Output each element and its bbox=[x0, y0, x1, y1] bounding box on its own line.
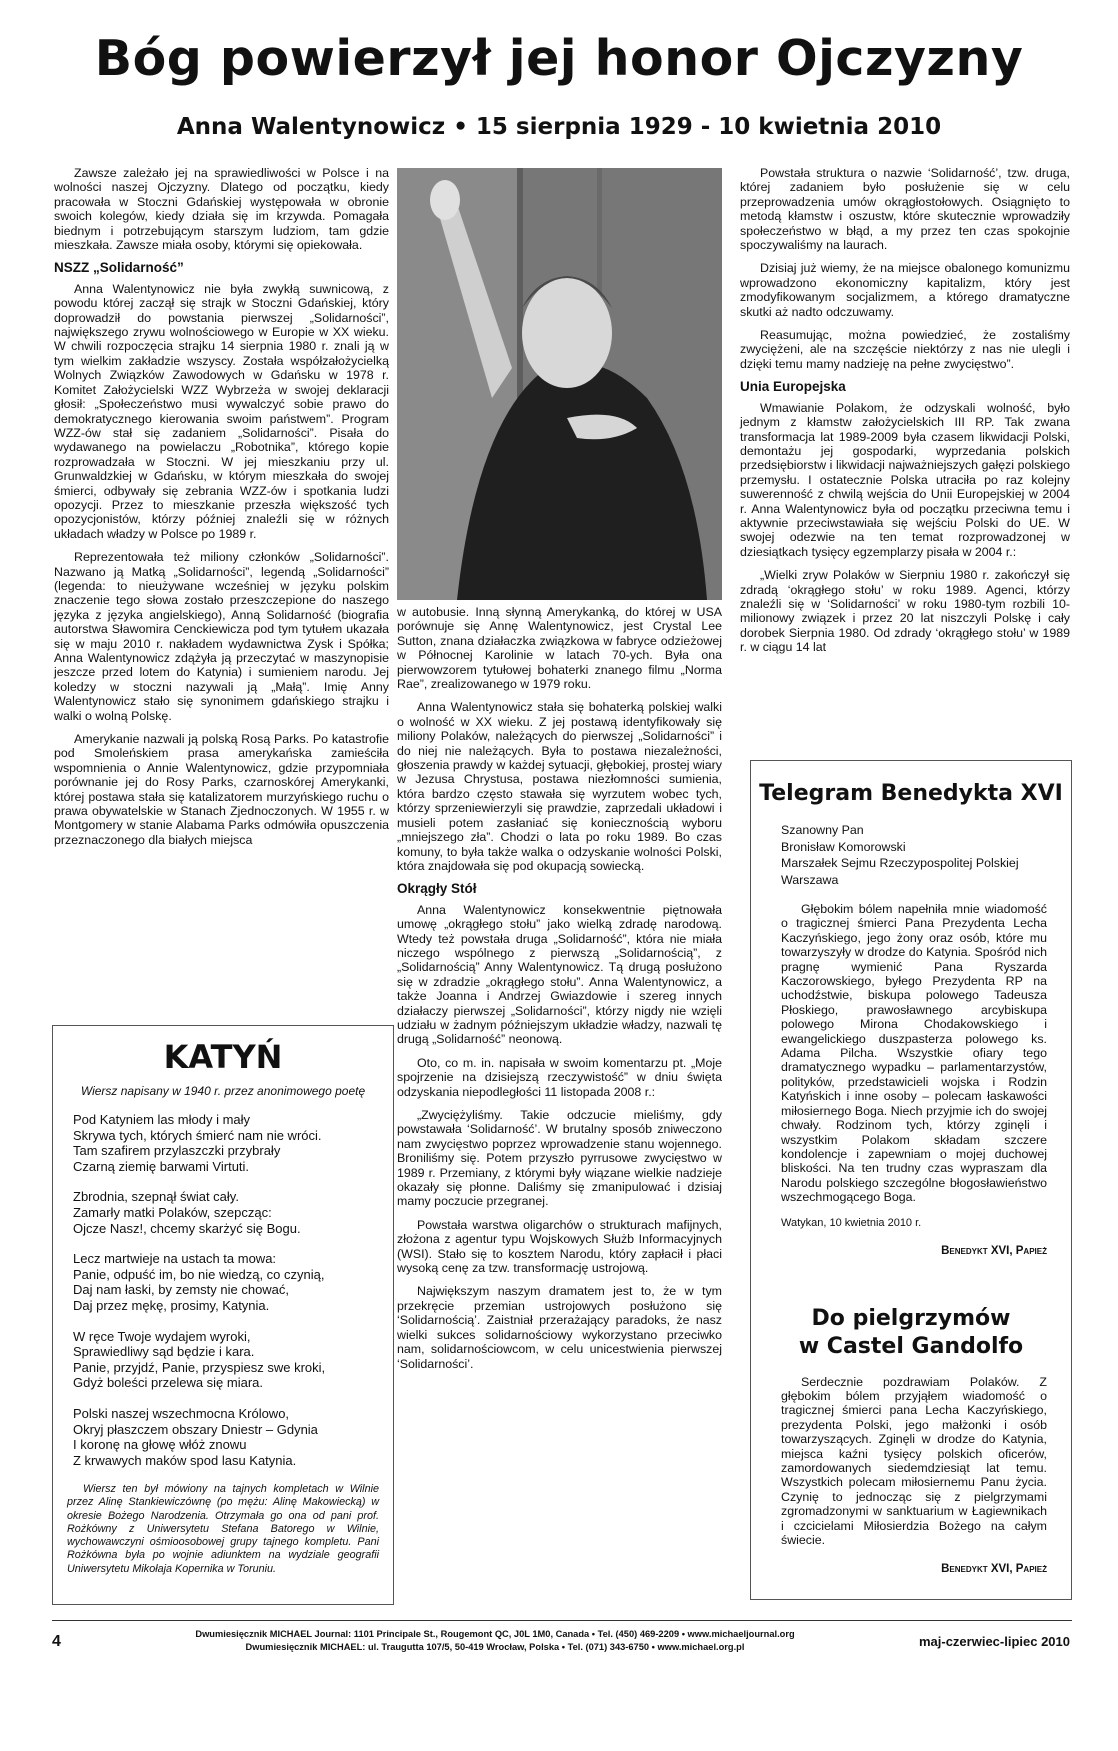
address-line: Marszałek Sejmu Rzeczypospolitej Polskiej bbox=[781, 856, 1019, 870]
paragraph: Reprezentowała też miliony członków „Solidarności”. Nazwano ją Matką „Solidarności”, legendą „Solidarności” (legenda: to nieużywane wcześniej w języku polskim znaczenie tego słowa zostało przeszczepione do naszego języka z języka angielskiego), Anną Solidarność (biografia autorstwa Sławomira Cenckiewicza pod tym tytułem ukazała się w maju 2010 r. nakładem wydawnictwa Zysk i Spółka; Anna Walentynowicz zdążyła ją przeczytać w maszynopisie jeszcze przed lotem do Katynia) i sumieniem narodu. Jej koledzy w stoczni nazywali ją „Małą”. Imię Anny Walentynowicz stało się synonimem gdańskiego strajku i walki o wolną Polskę. bbox=[54, 550, 389, 723]
portrait-photo bbox=[397, 168, 722, 600]
poem-line: Skrywa tych, których śmierć nam nie wróci. bbox=[73, 1127, 322, 1143]
pilgrims-body: Serdecznie pozdrawiam Polaków. Z głębokim bólem przyjąłem wiadomość o tragicznej śmierci pana Lecha Kaczyńskiego, prezydenta Polski, jego małżonki i osób towarzyszących. Zginęli w drodze do Katynia, miejsca kaźni tysięcy polskich oficerów, zamordowanych siedemdziesiąt lat temu. Wszystkich polecam miłosiernemu Panu życia. Czynię to jednocząc się z pielgrzymami zgromadzonymi w sanktuarium w Łagiewnikach i czcicielami Miłosierdzia Bożego na całym świecie. bbox=[781, 1374, 1047, 1547]
poem-line: Sprawiedliwy sąd będzie i kara. bbox=[73, 1344, 255, 1360]
address-line: Szanowny Pan bbox=[781, 823, 864, 837]
column-1 bbox=[54, 166, 389, 856]
poem-line: Gdyż boleści przelewa się miara. bbox=[73, 1375, 264, 1391]
footer-publisher bbox=[150, 1628, 840, 1654]
address-line: Bronisław Komorowski bbox=[781, 839, 906, 854]
paragraph: Powstała struktura o nazwie ‘Solidarność’, tzw. druga, której zadaniem było posłużenie się w celu przeprowadzenia umów okrągłostołowych. Osiągnięto to metodą kłamstw i oszustw, które skutecznie wprowadziły społeczeństwo w błąd, a my przez ten czas spokojnie spoczywaliśmy na laurach. bbox=[740, 166, 1070, 253]
poem-line: Daj przez mękę, prosimy, Katynia. bbox=[73, 1297, 270, 1313]
poem-line: Pod Katyniem las młody i mały bbox=[73, 1112, 251, 1127]
paragraph: „Wielki zryw Polaków w Sierpniu 1980 r. zakończył się zdradą ‘okrągłego stołu’ w roku 1989. Agenci, którzy znaleźli się w ‘Solidarności’ w roku 1980-tym rozbili 10-milionowy związek i przez 20 lat niszczyli Polskę i cały dorobek Sierpnia 1980. Od zdrady ‘okrągłego stołu’ w 1989 r. w ciągu 14 lat bbox=[740, 568, 1070, 655]
stanza bbox=[73, 1251, 393, 1313]
katyn-subtitle: Wiersz napisany w 1940 r. przez anonimowego poetę bbox=[80, 1084, 366, 1098]
page-subtitle: Anna Walentynowicz • 15 sierpnia 1929 - 10 kwietnia 2010 bbox=[176, 114, 942, 140]
poem-line: Daj nam łaski, by zemsty nie chować, bbox=[73, 1282, 290, 1298]
column-3 bbox=[740, 166, 1070, 664]
poem-line: Panie, odpuść im, bo nie wiedzą, co czynią, bbox=[73, 1266, 325, 1282]
stanza bbox=[73, 1329, 393, 1391]
telegram-address bbox=[781, 822, 1071, 888]
stanza bbox=[73, 1406, 393, 1468]
poem-line: Ojcze Nasz!, chcemy skarżyć się Bogu. bbox=[73, 1220, 301, 1236]
poem bbox=[73, 1112, 393, 1468]
paragraph: „Zwyciężyliśmy. Takie odczucie mieliśmy, gdy powstawała ‘Solidarność’. W brutalny sposób zniweczono nam zwycięstwo poprzez wprowadzenie stanu wojennego. Broniliśmy się. Potem przyszło pyrrusowe zwycięstwo w 1989 r. Przemiany, z którymi były wiązane wielkie nadzieje okazały się płonne. Daliśmy się zmanipulować i dzisiaj mamy poczucie przegranej. bbox=[397, 1108, 722, 1209]
issue-date: maj-czerwiec-lipiec 2010 bbox=[918, 1634, 1070, 1649]
katyn-note: Wiersz ten był mówiony na tajnych kompletach w Wilnie przez Alinę Stankiewiczównę (po mężu: Alinę Makowiecką) w okresie Bożego Narodzenia. Otrzymała go ona od pani prof. Rożkówny z Uniwersytetu Stefana Batorego w Wilnie, wychowawczyni ośmioosobowej grupy tajnego kompletu. Pani Rożkówna była po wojnie adiunktem na wydziale geografii Uniwersytetu Mikołaja Kopernika w Toruniu. bbox=[67, 1483, 379, 1575]
pilgrims-signature: Benedykt XVI, Papież bbox=[941, 1563, 1047, 1576]
pilgrims-title bbox=[751, 1305, 1071, 1361]
poem-line: Polski naszej wszechmocna Królowo, bbox=[73, 1405, 290, 1421]
column-2 bbox=[397, 605, 722, 1380]
section-heading-okragly-stol: Okrągły Stół bbox=[397, 881, 477, 897]
poem-line: Zbrodnia, szepnął świat cały. bbox=[73, 1189, 239, 1205]
telegram-box bbox=[750, 760, 1072, 1600]
poem-line: Okryj płaszczem obszary Dniestr – Gdynia bbox=[73, 1421, 318, 1437]
paragraph: w autobusie. Inną słynną Amerykanką, do której w USA porównuje się Annę Walentynowicz, jest Crystal Lee Sutton, znana działaczka związkowa w fabryce odzieżowej w Północnej Karolinie w latach 70-ych. Była ona pierwowzorem tytułowej bohaterki znanego filmu „Norma Rae”, zrealizowanego w 1979 roku. bbox=[397, 605, 722, 692]
telegram-body: Głębokim bólem napełniła mnie wiadomość o tragicznej śmierci Pana Prezydenta Lecha Kaczyńskiego, jego żony oraz osób, które mu towarzyszyły w drodze do Katynia. Spośród nich pragnę wymienić Pana Ryszarda Kaczorowskiego, byłego Prezydenta RP na uchodźstwie, biskupa polowego Tadeusza Płoskiego, prawosławnego arcybiskupa polowego Mirona Chodakowskiego i ewangelickiego duszpasterza polowego ks. Adama Pilcha. Wszystkie ofiary tego dramatycznego wypadku – parlamentarzystów, polityków, przedstawicieli wojska i Rodzin Katyńskich i inne osoby – polecam łaskawości miłosiernego Boga. Niech przyjmie ich do swojej chwały. Rodzinom tych, którzy zginęli i wszystkim Polakom składam szczere kondolencje i zapewniam o mojej duchowej bliskości. Na ten trudny czas wypraszam dla Narodu polskiego szczególne błogosławieństwo wszechmogącego Boga. bbox=[781, 902, 1047, 1205]
paragraph: Amerykanie nazwali ją polską Rosą Parks. Po katastrofie pod Smoleńskiem prasa amerykańska zamieściła wspomnienia o Annie Walentynowicz, gdzie przypomniała porównanie jej do Rosy Parks, czarnoskórej Amerykanki, której postawa stała się katalizatorem murzyńskiego ruchu o prawa obywatelskie w Stanach Zjednoczonych. W 1955 r. w Montgomery w stanie Alabama Parks odmówiła opuszczenia przeznaczonego dla białych miejsca bbox=[54, 732, 389, 847]
paragraph: Anna Walentynowicz konsekwentnie piętnowała umowę „okrągłego stołu” jako wielką zdradę narodową. Wtedy też powstała druga „Solidarność”, która nie miała niczego wspólnego z pierwszą „Solidarnością”, z „Solidarnością” Anny Walentynowicz. Tą drugą posłużono się w zdradzie „okrągłego stołu”. Anna Walentynowicz, a także Joanna i Andrzej Gwiazdowie i szereg innych działaczy pierwszej „Solidarności”, którzy nigdy nie wzięli udziału w żadnym późniejszym układzie władzy, nazwali tę drugą „Solidarność” neonową. bbox=[397, 902, 722, 1047]
poem-line: Panie, przyjdź, Panie, przyspiesz swe kroki, bbox=[73, 1359, 326, 1375]
pilgrims-title-line: w Castel Gandolfo bbox=[798, 1333, 1024, 1359]
telegram-signature: Benedykt XVI, Papież bbox=[941, 1244, 1047, 1257]
poem-line: Zamarły matki Polaków, szepcząc: bbox=[73, 1204, 272, 1220]
paragraph: Wmawianie Polakom, że odzyskali wolność, było jednym z kłamstw założycielskich III RP. Tak zwana transformacja lat 1989-2009 była czasem likwidacji Polski, demontażu jej gospodarki, wyprzedania polskich przedsiębiorstw i likwidacji najważniejszych gałęzi polskiego przemysłu. I ostatecznie Polska utraciła po raz kolejny suwerenność z chwilą wejścia do Unii Europejskiej w 2004 r. Anna Walentynowicz była od początku przeciwna temu i aktywnie przeciwstawiała się wejściu Polski do UE. W swojej odezwie na ten temat rozprowadzonej w dziesiątkach tysięcy egzemplarzy pisała w 2004 r.: bbox=[740, 400, 1070, 559]
section-heading-solidarnosc: NSZZ „Solidarność” bbox=[54, 260, 184, 276]
poem-line: W ręce Twoje wydajem wyroki, bbox=[73, 1328, 251, 1344]
paragraph: Powstała warstwa oligarchów o strukturach mafijnych, złożona z agentur typu Wojskowych Służb Informacyjnych (WSI). Stało się to kosztem Narodu, który zapłacił i płaci wysoką cenę za tzw. transformację ustrojową. bbox=[397, 1217, 722, 1276]
footer-line: Dwumiesięcznik MICHAEL: ul. Traugutta 107/5, 50-419 Wrocław, Polska • Tel. (071) 343-6750 • www.michael.org.pl bbox=[245, 1642, 745, 1652]
section-heading-unia: Unia Europejska bbox=[740, 379, 846, 395]
poem-line: Lecz martwieje na ustach ta mowa: bbox=[73, 1251, 277, 1267]
footer-line: Dwumiesięcznik MICHAEL Journal: 1101 Principale St., Rougemont QC, J0L 1M0, Canada • Tel. (450) 469-2209 • www.michaeljournal.org bbox=[195, 1629, 795, 1639]
paragraph: Reasumując, można powiedzieć, że zostaliśmy zwyciężeni, ale na szczęście niektórzy z nas nie ulegli i dzięki temu mamy nadzieję na pełne zwycięstwo”. bbox=[740, 328, 1070, 371]
footer-rule bbox=[52, 1620, 1072, 1621]
paragraph: Zawsze zależało jej na sprawiedliwości w Polsce i na wolności naszej Ojczyzny. Dlatego od początku, kiedy pracowała w Stoczni Gdańskiej występowała w obronie swoich kolegów, kiedy działa się im krzywda. Pomagała biednym i potrzebującym starszym ludziom, tam gdzie mieszkała. Zawsze miała osoby, którymi się opiekowała. bbox=[54, 166, 389, 253]
paragraph: Największym naszym dramatem jest to, że w tym przekręcie przemian ustrojowych posłużono się ‘Solidarnością’. Zaistniał przerażający paradoks, że nasz wielki sukces solidarnościowy wykorzystano przeciwko nam, solidarnościowcom, w celu unicestwienia pierwszej ‘Solidarności’. bbox=[397, 1284, 722, 1371]
paragraph: Dzisiaj już wiemy, że na miejsce obalonego komunizmu wprowadzono ekonomiczny kapitalizm, który jest zmodyfikowanym socjalizmem, a którego dramatyczne skutki aż nadto odczuwamy. bbox=[740, 261, 1070, 319]
stanza bbox=[73, 1189, 393, 1236]
paragraph: Oto, co m. in. napisała w swoim komentarzu pt. „Moje spojrzenie na dzisiejszą rzeczywistość” w dniu święta odzyskania niepodległości 11 listopada 2008 r.: bbox=[397, 1055, 722, 1099]
katyn-poem-box bbox=[52, 1025, 394, 1605]
page-number: 4 bbox=[52, 1633, 61, 1650]
pilgrims-title-line: Do pielgrzymów bbox=[811, 1305, 1011, 1331]
katyn-title: KATYŃ bbox=[163, 1038, 283, 1076]
paragraph: Anna Walentynowicz nie była zwykłą suwnicową, z powodu której zaczął się strajk w Stoczni Gdańskiej, który doprowadził do powstania pierwszej „Solidarności”, największego zrywu wolnościowego w Europie w XX wieku. W chwili rozpoczęcia strajku 14 sierpnia 1980 r. znali ją w tym wielkim zakładzie wszyscy. Została współzałożycielką Wolnych Związków Zawodowych w Gdańsku w 1978 r. Komitet Założycielski WZZ Wybrzeża w swojej deklaracji głosił: „Społeczeństwo musi wywalczyć sobie prawo do demokratycznego kierowania swoim państwem”. Program WZZ-ów stał się zadaniem „Solidarności”. Pisała do wydawanego na powielaczu „Robotnika”, którego kopie rozprowadzała w Stoczni. W jej mieszkaniu przy ul. Grunwaldzkiej w Gdańsku, w którym mieszkała do swojej śmierci, odbywały się zebrania WZZ-ów i spotkania ludzi opozycji. Przez to mieszkanie przeszła większość tych opozycjonistów, którzy później znaleźli się w różnych układach władzy w Polsce po 1989 r. bbox=[54, 281, 389, 541]
page-title: Bóg powierzył jej honor Ojczyzny bbox=[94, 30, 1024, 87]
poem-line: Z krwawych maków spod lasu Katynia. bbox=[73, 1452, 297, 1468]
telegram-date: Watykan, 10 kwietnia 2010 r. bbox=[781, 1216, 922, 1229]
poem-line: I koronę na głowę włóż znowu bbox=[73, 1437, 247, 1453]
stanza bbox=[73, 1112, 393, 1174]
paragraph: Anna Walentynowicz stała się bohaterką polskiej walki o wolność w XX wieku. Z jej postawą identyfikowały się miliony Polaków, należących do pierwszej „Solidarności” i do niej nie należących. Była to postawa niezależności, głoszenia prawdy w każdej sytuacji, głębokiej, prostej wiary w Jezusa Chrystusa, postawa niezłomności sumienia, która bardzo często stawała się wyrzutem wobec tych, którzy sprzeniewierzyli się prawdzie, zaprzedali układowi i musieli potem zasłaniać się koniecznością wyboru „mniejszego zła”. Chodzi o lata po roku 1989. Bo czas komuny, to była także walka o odzyskanie wolności Polski, która znajdowała się pod okupacją sowiecką. bbox=[397, 700, 722, 873]
telegram-title: Telegram Benedykta XVI bbox=[759, 781, 1063, 806]
poem-line: Czarną ziemię barwami Virtuti. bbox=[73, 1158, 250, 1174]
address-line: Warszawa bbox=[781, 872, 839, 887]
poem-line: Tam szafirem przylaszczki przybrały bbox=[73, 1143, 281, 1159]
